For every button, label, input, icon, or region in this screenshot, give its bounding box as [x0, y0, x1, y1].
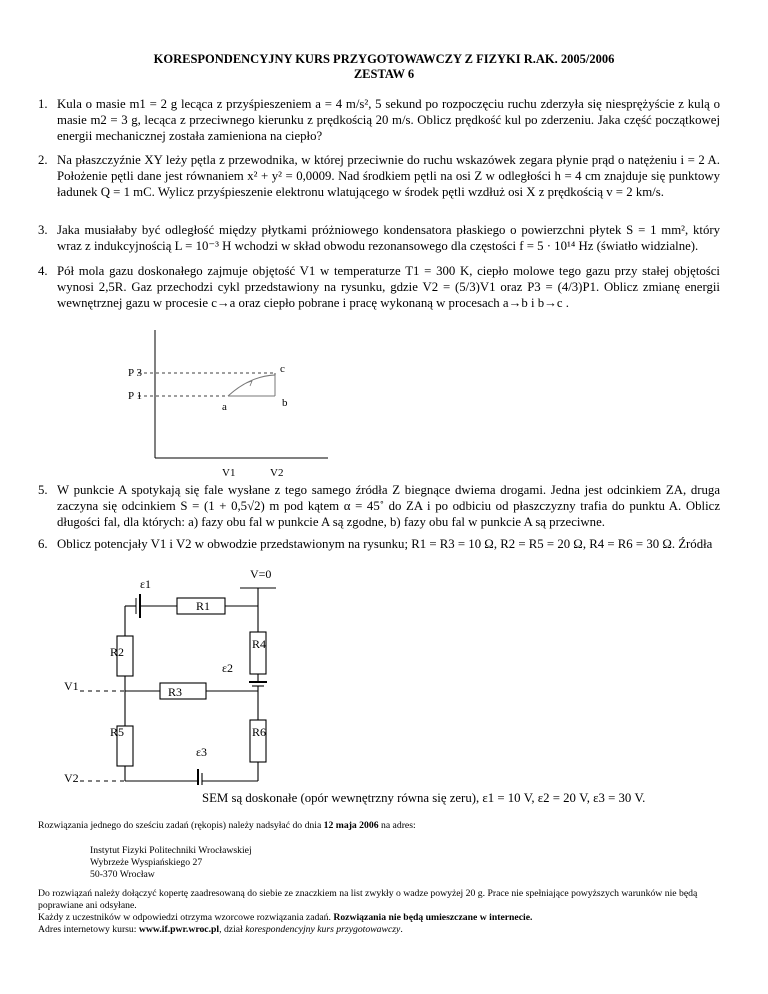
- point-a-label: a: [222, 401, 227, 413]
- problem-text: Oblicz potencjały V1 i V2 w obwodzie przedstawionym na rysunku; R1 = R3 = 10 Ω, R2 = R5 = 20 Ω, R4 = R6 = 30 Ω. Źródła: [57, 537, 713, 551]
- problem-number: 3.: [38, 223, 48, 237]
- envelope-note: Do rozwiązań należy dołączyć kopertę zaadresowaną do siebie ze znaczkiem na list zwykły o wadze powyżej 20 g. Prace nie spełniające powyższych warunków nie będą poprawiane ani odsyłane.: [38, 888, 698, 911]
- r6-label: R6: [252, 725, 267, 739]
- problem-4: [38, 263, 720, 311]
- address-line-1: Instytut Fizyki Politechniki Wrocławskiej: [90, 845, 252, 856]
- sem-text: SEM są doskonałe (opór wewnętrzny równa się zeru), ε1 = 10 V, ε2 = 20 V, ε3 = 30 V.: [202, 791, 646, 805]
- v2-label: V2: [270, 467, 284, 479]
- problem-5: [38, 482, 720, 530]
- r2-label: R2: [110, 645, 125, 659]
- problem-text: Na płaszczyźnie XY leży pętla z przewodnika, w której przeciwnie do ruchu wskazówek zegara płynie prąd o natężeniu i = 2 A. Położenie pętli dane jest równaniem x² + y² = 0,0009. Nad środkiem pętli na osi Z w odległości h = 4 cm znajduje się punktowy ładunek Q = 1 mC. Wylicz przyśpieszenie elektronu wlatującego w środek pętli wzdłuż osi X z prędkością v = 2 km/s.: [57, 153, 720, 199]
- deadline-note: Rozwiązania jednego do sześciu zadań (rękopis) należy nadsyłać do dnia 12 maja 2006 na adres:: [38, 820, 416, 831]
- page-subtitle: ZESTAW 6: [353, 67, 415, 81]
- problem-2: [38, 152, 720, 200]
- process-ca: [228, 375, 275, 396]
- problem-text: Pół mola gazu doskonałego zajmuje objętość V1 w temperaturze T1 = 300 K, ciepło molowe tego gazu przy stałej objętości wynosi 2,5R. Gaz przechodzi cykl przedstawiony na rysunku, gdzie V2 = (5/3)V1 oraz P3 = (4/3)P1. Oblicz zmianę energii wewnętrznej gazu w procesie c→a oraz ciepło pobrane i pracę wykonaną w procesach a→b i b→c .: [57, 264, 720, 310]
- website-link[interactable]: www.if.pwr.wroc.pl: [138, 924, 220, 935]
- problem-text: Kula o masie m1 = 2 g lecąca z przyśpieszeniem a = 4 m/s², 5 sekund po rozpoczęciu ruchu zderzyła się niesprężyście z kulą o masie m2 = 3 g, lecąca z przeciwnego kierunku z prędkością 20 m/s. Oblicz prędkość kul po zderzeniu. Jaka część początkowej energii mechanicznej została zamieniona na ciepło?: [57, 97, 720, 143]
- r4-label: R4: [252, 637, 267, 651]
- p3-label: P 3: [128, 367, 142, 379]
- problem-number: 6.: [38, 537, 48, 551]
- v2-terminal-label: V2: [64, 771, 79, 785]
- problem-6: [38, 536, 720, 552]
- p1-label: P 1: [128, 390, 142, 402]
- problem-text: W punkcie A spotykają się fale wysłane z tego samego źródła Z biegnące dwiema drogami. Jedna jest odcinkiem ZA, druga zaczyna się odcinkiem S = (1 + 0,5√2) m pod kątem α = 45˚ do ZA i po odbiciu od płaszczyzny trafia do punktu A. Oblicz długości fal, dla których: a) fazy obu fal w punkcie A są zgodne, b) fazy obu fal w punkcie A są przeciwne.: [57, 483, 720, 529]
- deadline-date: 12 maja 2006: [323, 820, 379, 831]
- resistor-r3: [160, 683, 206, 699]
- e1-label: ε1: [140, 577, 152, 591]
- address-line-3: 50-370 Wrocław: [90, 869, 155, 880]
- point-c-label: c: [280, 363, 285, 375]
- r1-label: R1: [196, 599, 211, 613]
- page-title: KORESPONDENCYJNY KURS PRZYGOTOWAWCZY Z FIZYKI R.AK. 2005/2006: [153, 52, 615, 66]
- v1-label: V1: [222, 467, 236, 479]
- website-note: Adres internetowy kursu: www.if.pwr.wroc.pl, dział korespondencyjny kurs przygotowawczy.: [38, 924, 403, 935]
- problem-number: 2.: [38, 153, 48, 167]
- problem-3: [38, 222, 720, 254]
- address-line-2: Wybrzeże Wyspiańskiego 27: [90, 857, 203, 868]
- r5-label: R5: [110, 725, 125, 739]
- e3-label: ε3: [196, 745, 208, 759]
- problem-number: 5.: [38, 483, 48, 497]
- r3-label: R3: [168, 685, 183, 699]
- problem-number: 1.: [38, 97, 48, 111]
- pv-diagram: [110, 318, 340, 480]
- problem-text: Jaka musiałaby być odległość między płytkami próżniowego kondensatora płaskiego o powierzchni płytek S = 1 mm², który wraz z indukcyjnością L = 10⁻³ H wchodzi w skład obwodu rezonansowego dla częstości f = 5 · 10¹⁴ Hz (światło widzialne).: [57, 223, 720, 253]
- problem-number: 4.: [38, 264, 48, 278]
- ground-label: V=0: [250, 567, 272, 581]
- v1-terminal-label: V1: [64, 679, 79, 693]
- solutions-note: Każdy z uczestników w odpowiedzi otrzyma wzorcowe rozwiązania zadań. Rozwiązania nie będą umieszczane w internecie.: [38, 912, 533, 923]
- circuit-diagram: [60, 560, 320, 785]
- point-b-label: b: [282, 397, 288, 409]
- e2-label: ε2: [222, 661, 234, 675]
- problem-1: [38, 96, 720, 144]
